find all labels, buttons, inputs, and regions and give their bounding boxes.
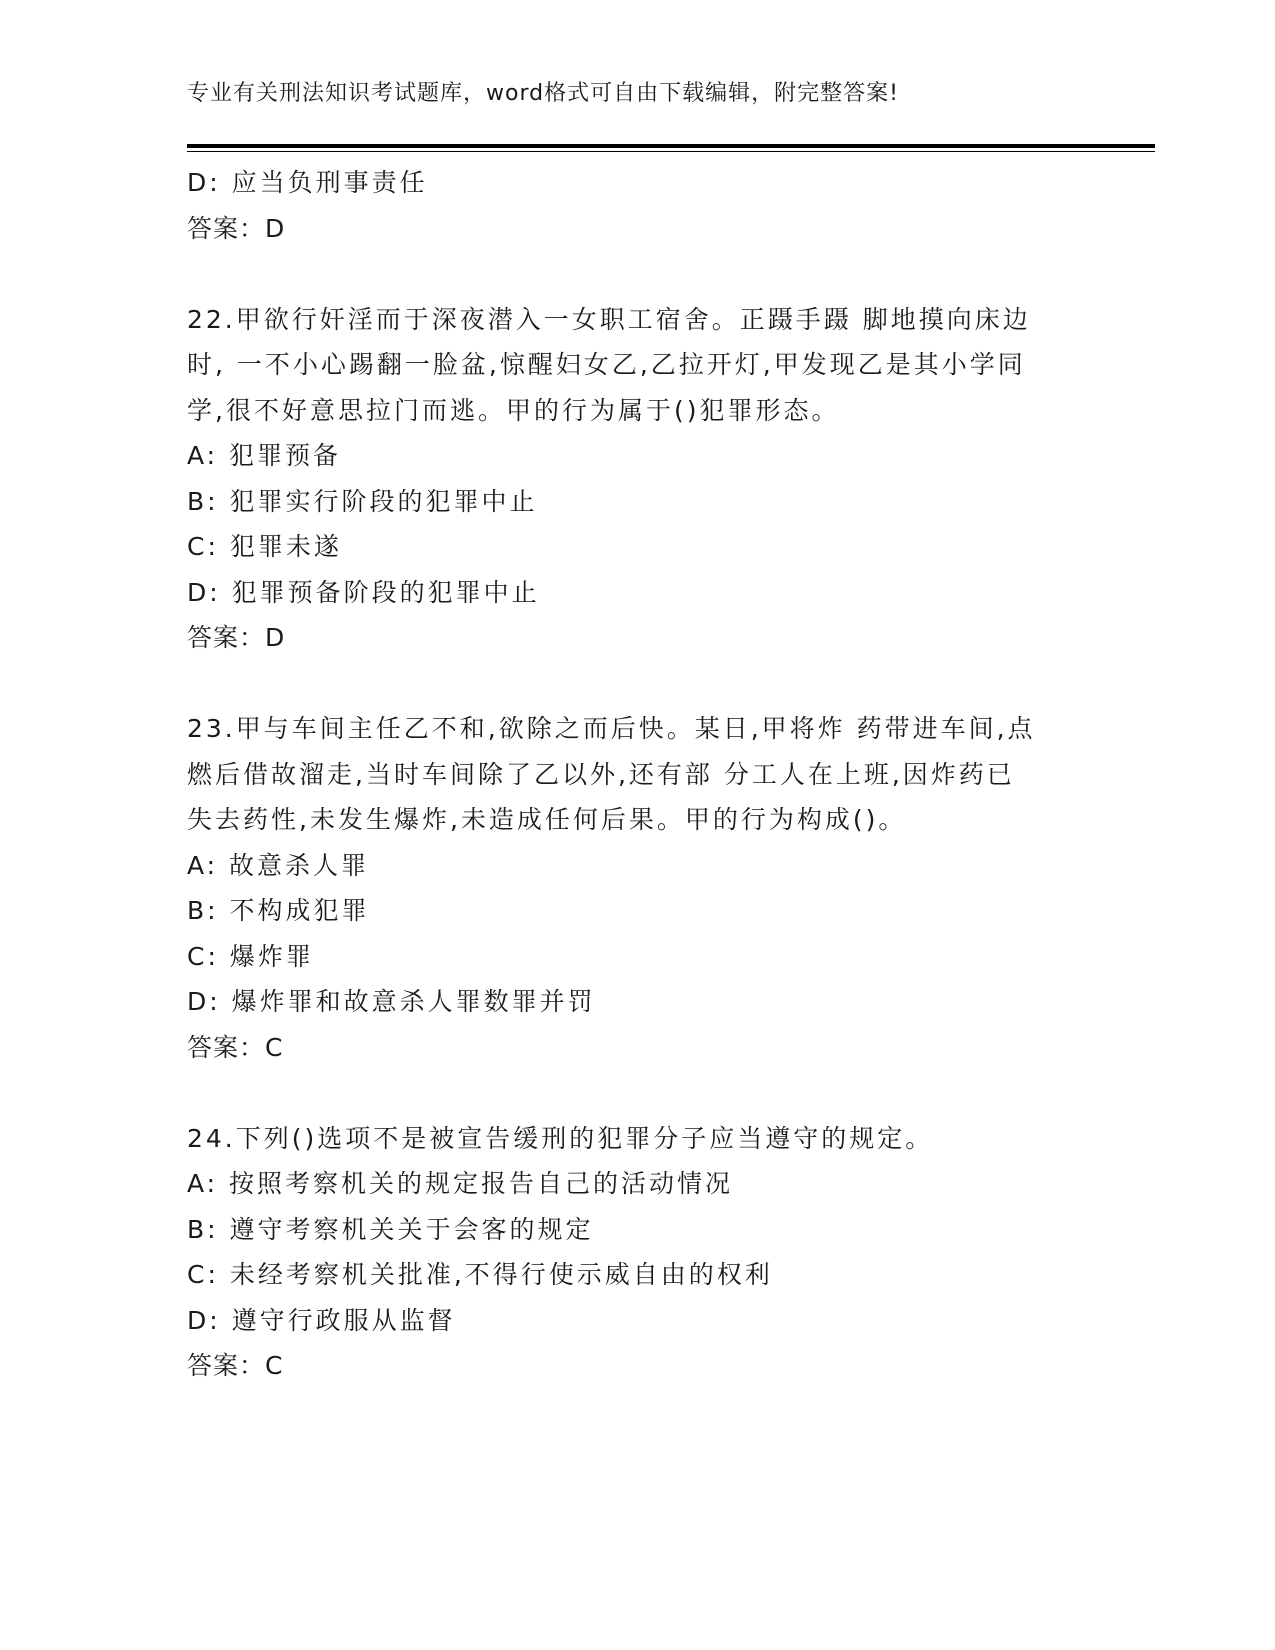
carryover-block — [187, 160, 1087, 251]
stem-line: 22.甲欲行奸淫而于深夜潜入一女职工宿舍。正蹑手蹑 脚地摸向床边 — [187, 304, 1031, 334]
question-23 — [187, 706, 1087, 1070]
answer-line: 答案：D — [187, 213, 286, 243]
stem-line: 23.甲与车间主任乙不和,欲除之而后快。某日,甲将炸 药带进车间,点 — [187, 714, 1036, 743]
question-stem — [187, 297, 1087, 434]
option-b: B: 犯罪实行阶段的犯罪中止 — [187, 486, 538, 516]
stem-line: 时, 一不小心踢翻一脸盆,惊醒妇女乙,乙拉开灯,甲发现乙是其小学同 — [187, 350, 1026, 379]
option-b: B: 遵守考察机关关于会客的规定 — [187, 1214, 594, 1244]
option-a: A: 故意杀人罪 — [187, 850, 370, 880]
document-body — [187, 160, 1087, 1389]
option-b: B: 不构成犯罪 — [187, 896, 370, 925]
answer-line: 答案：C — [187, 1351, 284, 1380]
spacer — [187, 1070, 1087, 1116]
header-rule-thick — [187, 144, 1155, 148]
stem-line: 失去药性,未发生爆炸,未造成任何后果。甲的行为构成()。 — [187, 805, 907, 834]
page-header: 专业有关刑法知识考试题库，word格式可自由下载编辑，附完整答案! — [187, 81, 899, 106]
spacer — [187, 661, 1087, 707]
stem-line: 24.下列()选项不是被宣告缓刑的犯罪分子应当遵守的规定。 — [187, 1123, 934, 1153]
question-24 — [187, 1116, 1087, 1389]
spacer — [187, 251, 1087, 297]
stem-line: 燃后借故溜走,当时车间除了乙以外,还有部 分工人在上班,因炸药已 — [187, 759, 1015, 789]
answer-line: 答案：C — [187, 1032, 284, 1062]
option-c: C: 爆炸罪 — [187, 941, 314, 971]
option-c: C: 未经考察机关批准,不得行使示威自由的权利 — [187, 1260, 773, 1289]
option-d: D: 遵守行政服从监督 — [187, 1305, 456, 1335]
question-stem — [187, 706, 1087, 843]
option-a: A: 犯罪预备 — [187, 441, 342, 470]
stem-line: 学,很不好意思拉门而逃。甲的行为属于()犯罪形态。 — [187, 395, 840, 425]
answer-line: 答案：D — [187, 623, 286, 652]
header-rule-thin — [187, 151, 1155, 152]
question-22 — [187, 297, 1087, 661]
option-d: D: 爆炸罪和故意杀人罪数罪并罚 — [187, 987, 596, 1016]
option-c: C: 犯罪未遂 — [187, 532, 342, 561]
question-stem — [187, 1116, 1087, 1162]
option-d: D: 犯罪预备阶段的犯罪中止 — [187, 577, 540, 607]
option-d: D: 应当负刑事责任 — [187, 168, 428, 197]
option-a: A: 按照考察机关的规定报告自己的活动情况 — [187, 1169, 734, 1198]
